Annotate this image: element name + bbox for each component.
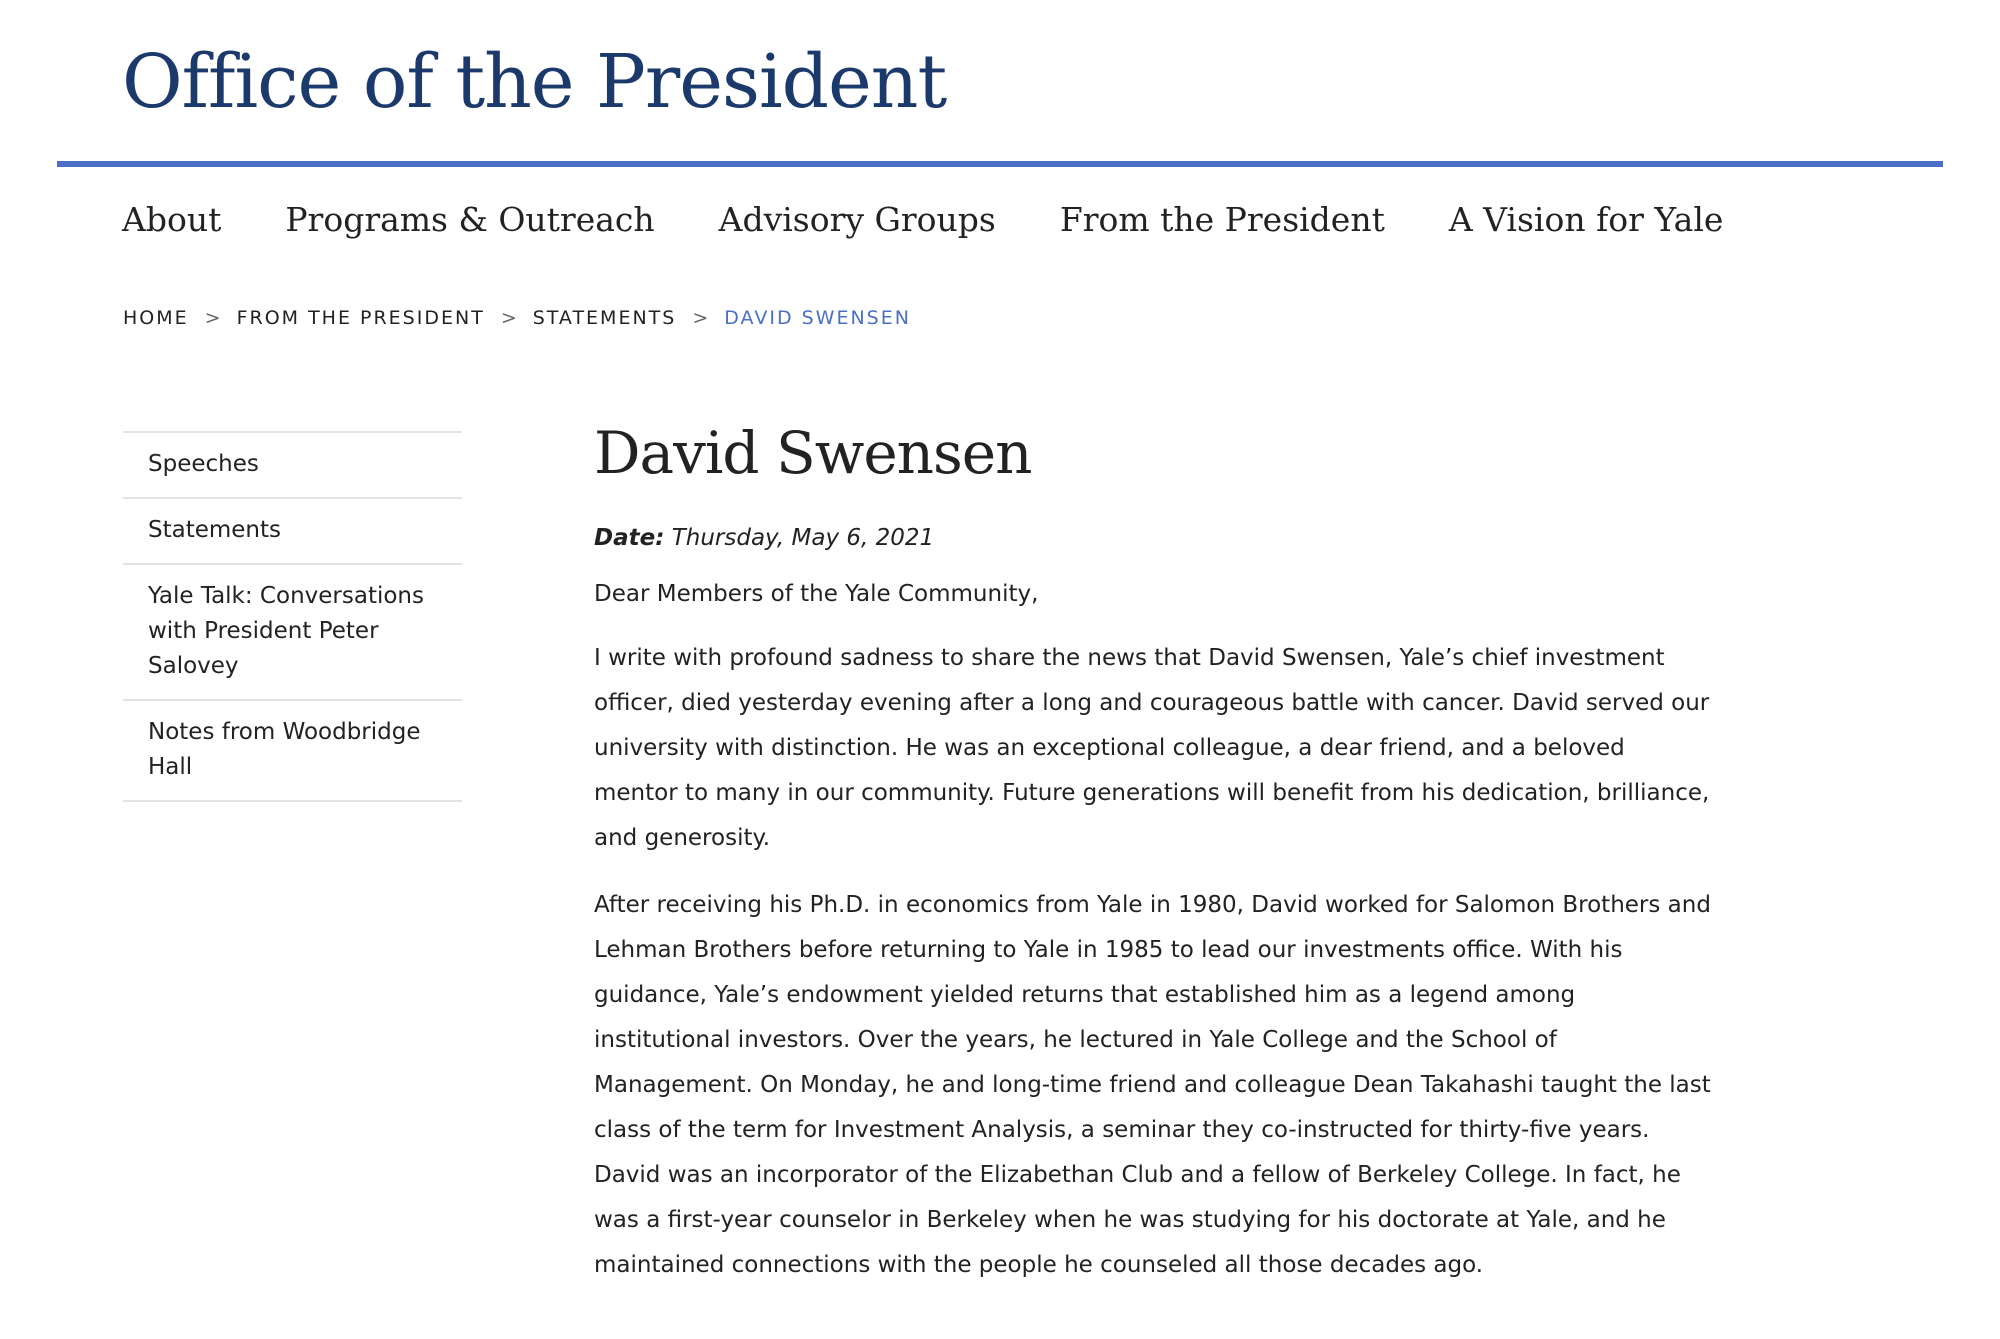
date-label: Date: [594, 525, 665, 551]
nav-item-advisory-groups[interactable]: Advisory Groups [718, 200, 996, 239]
site-title[interactable]: Office of the President [122, 39, 947, 125]
breadcrumb-home[interactable]: HOME [123, 307, 189, 329]
sidebar-item-yale-talk[interactable]: Yale Talk: Conversations with President Peter Salovey [123, 565, 462, 701]
sidebar-item-notes-woodbridge-hall[interactable]: Notes from Woodbridge Hall [123, 701, 462, 802]
breadcrumb-current: DAVID SWENSEN [724, 307, 911, 329]
date-value: Thursday, May 6, 2021 [671, 525, 935, 551]
article-paragraph-1: I write with profound sadness to share the news that David Swensen, Yale’s chief investment officer, died yesterday evening after a long and courageous battle with cancer. David served our university with distinction. He was an exceptional colleague, a dear friend, and a beloved mentor to many in our community. Future generations will benefit from his dedication, brilliance, and generosity. [594, 645, 1710, 851]
article-greeting: Dear Members of the Yale Community, [594, 581, 1039, 607]
nav-item-vision-for-yale[interactable]: A Vision for Yale [1448, 200, 1724, 239]
sidebar-item-speeches[interactable]: Speeches [123, 433, 462, 499]
breadcrumb-separator: > [692, 307, 709, 329]
article-paragraph-2: After receiving his Ph.D. in economics from Yale in 1980, David worked for Salomon Brothers and Lehman Brothers before returning to Yale in 1985 to lead our investments office. With his guidance, Yale’s endowment yielded returns that established him as a legend among institutional investors. Over the years, he lectured in Yale College and the School of Management. On Monday, he and long-time friend and colleague Dean Takahashi taught the last class of the term for Investment Analysis, a seminar they co-instructed for thirty-five years. David was an incorporator of the Elizabethan Club and a fellow of Berkeley College. In fact, he was a first-year counselor in Berkeley when he was studying for his doctorate at Yale, and he maintained connections with the people he counseled all those decades ago. [594, 892, 1711, 1278]
breadcrumb-separator: > [204, 307, 221, 329]
breadcrumb-statements[interactable]: STATEMENTS [532, 307, 677, 329]
sidebar-nav [123, 431, 462, 802]
sidebar-item-statements[interactable]: Statements [123, 499, 462, 565]
title-divider [57, 161, 1943, 167]
nav-item-programs-outreach[interactable]: Programs & Outreach [285, 200, 655, 239]
breadcrumb [123, 303, 911, 333]
article [594, 408, 1714, 1288]
article-date [594, 518, 1714, 558]
page-title: David Swensen [594, 419, 1032, 487]
breadcrumb-from-the-president[interactable]: FROM THE PRESIDENT [236, 307, 485, 329]
nav-item-from-the-president[interactable]: From the President [1059, 200, 1385, 239]
breadcrumb-separator: > [500, 307, 517, 329]
main-nav [122, 196, 1723, 244]
nav-item-about[interactable]: About [122, 200, 222, 239]
